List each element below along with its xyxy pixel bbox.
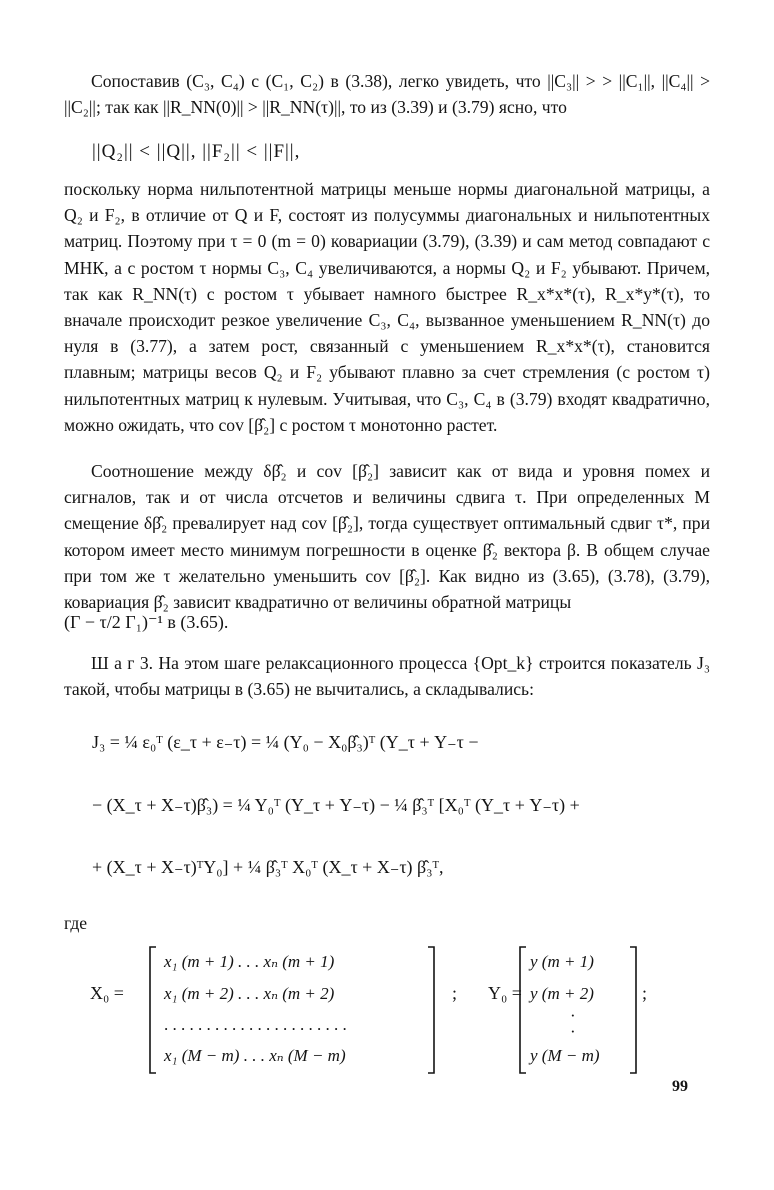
paragraph-nilpotent: поскольку норма нильпотентной матрицы меньше нормы диагональной матрицы, а Q₂ и F₂, в отличие от Q и F, состоят из полусуммы диагональных и нильпотентных матриц. Поэтому при τ = 0 (m = 0) ковариации (3.79), (3.39) и сам метод совпадают с МНК, а с ростом τ нормы C₃, C₄ увеличиваются, а нормы Q₂ и F₂ убывают. Причем, так как R_NN(τ) с ростом τ убывает намного быстрее R_x*x*(τ), R_x*y*(τ), то вначале происходит резкое увеличение C₃, C₄, вызванное уменьшением R_NN(τ) до нуля в (3.77), а затем рост, связанный с уменьшением R_x*x*(τ), становится плавным; матрицы весов Q₂ и F₂ убывают плавно за счет стремления (с ростом τ) нильпотентных матриц к нулевым. Учитывая, что C₃, C₄ в (3.79) входят квадратично, можно ожидать, что cov [β̂₂] с ростом τ монотонно растет. (64, 179, 710, 435)
gamma-inverse-tail: в (3.65). (167, 612, 229, 632)
equation-norm-inequality: ||Q₂|| < ||Q||, ||F₂|| < ||F||, (92, 141, 301, 162)
matrix-x0-label: X₀ = (90, 983, 124, 1003)
matrix-x0-row: x₁ (m + 1) . . . xₙ (m + 1) (164, 952, 335, 971)
page-number: 99 (672, 1078, 688, 1095)
matrix-y0-row: y (m + 1) (530, 952, 594, 971)
matrix-y0-dot: · (570, 1006, 576, 1025)
matrix-separator: ; (642, 983, 648, 1003)
matrix-y0-left-bracket (520, 947, 526, 1073)
equation-gamma-inverse: (Γ − τ/2 Γ₁)⁻¹ (64, 612, 163, 632)
paragraph-step-3: Ш а г 3. На этом шаге релаксационного процесса {Opt_k} строится показатель J₃ такой, чтобы матрицы в (3.65) не вычитались, а складывались: (64, 653, 710, 700)
label-where: где (64, 913, 88, 933)
paragraph-compare: Сопоставив (C₃, C₄) с (C₁, C₂) в (3.38), легко увидеть, что ||C₃|| > > ||C₁||, ||C₄|| > ||C₂||; так как ||R_NN(0)|| > ||R_NN(τ)||, то из (3.39) и (3.79) ясно, что (64, 71, 710, 118)
equation-j3-line-2: − (X_τ + X₋τ)β̂₃) = ¼ Y₀ᵀ (Y_τ + Y₋τ) − ¼ β̂₃ᵀ [X₀ᵀ (Y_τ + Y₋τ) + (92, 795, 580, 815)
matrix-x0-row-ellipsis: . . . . . . . . . . . . . . . . . . . . . . (164, 1015, 347, 1034)
matrix-y0-row: y (m + 2) (530, 984, 594, 1003)
paragraph-covariance: Соотношение между δβ̂₂ и cov [β̂₂] зависит как от вида и уровня помех и сигналов, так и от числа отсчетов и величины сдвига τ. При определенных M смещение δβ̂₂ превалирует над cov [β̂₂], тогда существует оптимальный сдвиг τ*, при котором имеет место минимум погрешности в оценке β̂₂ вектора β. В общем случае при том же τ желательно уменьшить cov [β̂₂]. Как видно из (3.65), (3.78), (3.79), ковариация β̂₂ зависит квадратично от величины обратной матрицы (64, 461, 710, 613)
matrix-y0-dot: · (570, 1022, 576, 1041)
equation-j3-line-3: + (X_τ + X₋τ)ᵀY₀] + ¼ β̂₃ᵀ X₀ᵀ (X_τ + X₋τ) β̂₃ᵀ, (92, 857, 444, 877)
matrix-separator: ; (452, 983, 458, 1003)
matrix-x0-row: x₁ (m + 2) . . . xₙ (m + 2) (164, 984, 335, 1003)
matrix-y0-label: Y₀ = (488, 983, 522, 1003)
matrix-x0-row: x₁ (M − m) . . . xₙ (M − m) (164, 1046, 346, 1065)
matrix-x0-left-bracket (150, 947, 156, 1073)
matrix-y0-right-bracket (630, 947, 636, 1073)
matrix-y0-row: y (M − m) (530, 1046, 600, 1065)
equation-j3-line-1: J₃ = ¼ ε₀ᵀ (ε_τ + ε₋τ) = ¼ (Y₀ − X₀β̂₃)ᵀ (Y_τ + Y₋τ − (92, 732, 479, 752)
matrix-x0-right-bracket (428, 947, 434, 1073)
